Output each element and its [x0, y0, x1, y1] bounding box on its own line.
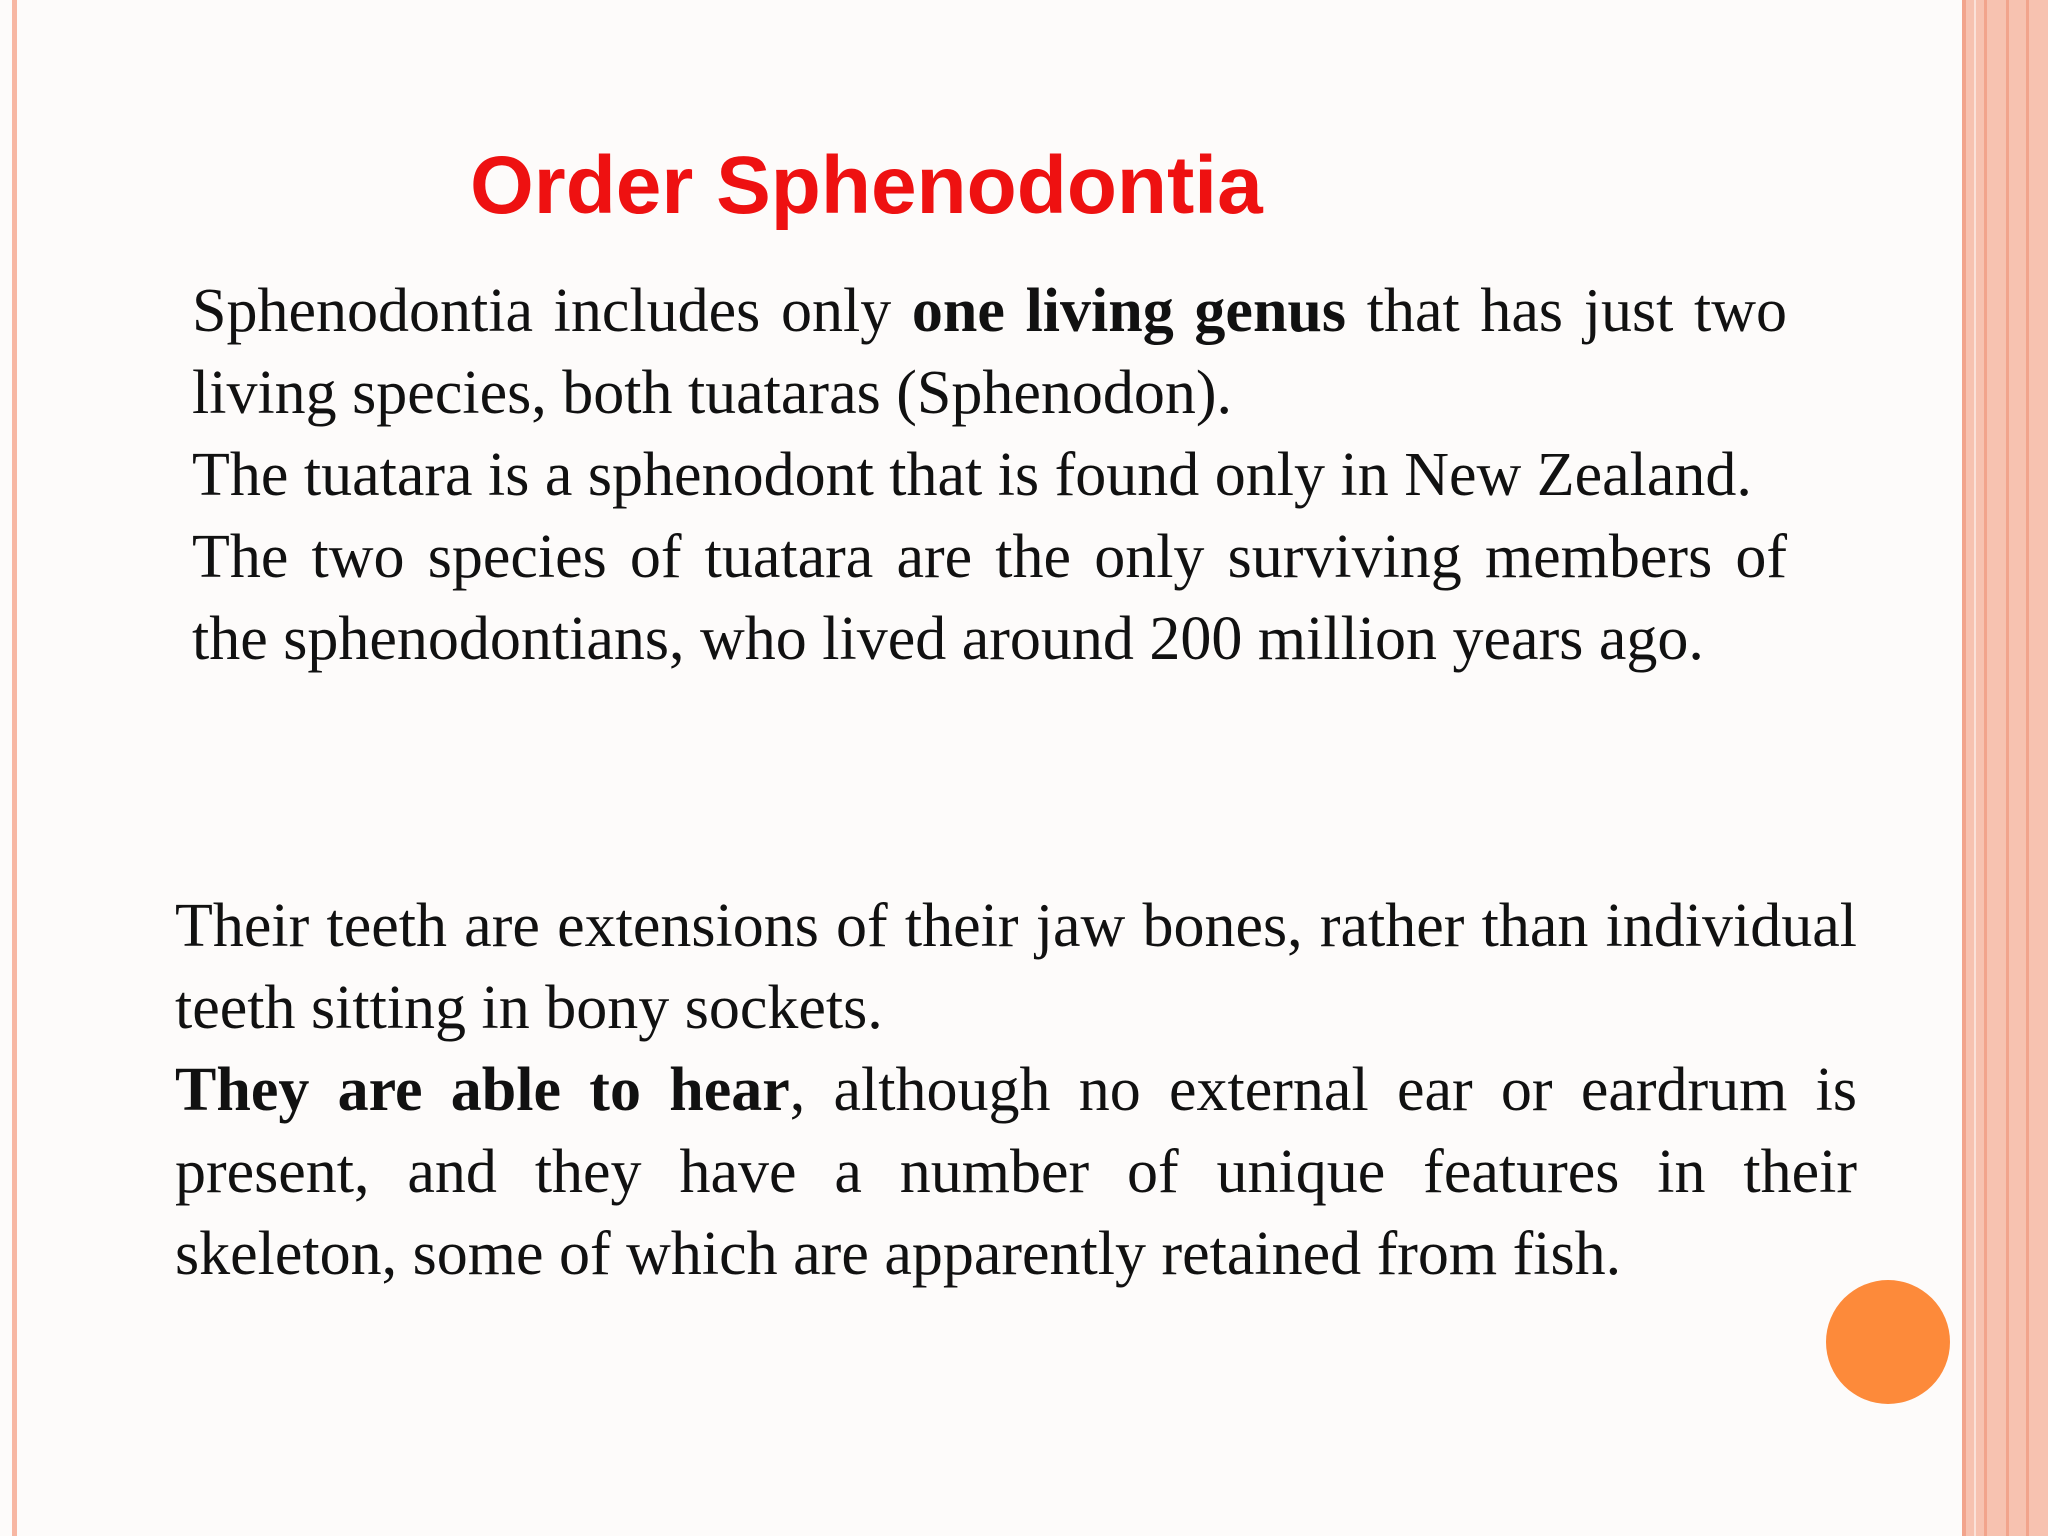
right-border-line: [1984, 0, 1987, 1536]
left-border-stripe: [12, 0, 17, 1536]
paragraph-hearing: [175, 1049, 1857, 1295]
paragraph-teeth: Their teeth are extensions of their jaw bones, rather than individual teeth sitting in bony sockets.: [175, 892, 1857, 1042]
paragraph-genus: [192, 270, 1787, 434]
slide-title: Order Sphenodontia: [470, 140, 1263, 231]
text: , although no external ear or eardrum is present, and they have a number of unique features in their skeleton, some of which are apparently retained from fish.: [175, 1056, 1857, 1288]
body-text-block-2: [175, 885, 1857, 1295]
right-border-line: [2026, 0, 2029, 1536]
right-border-line: [1962, 0, 1966, 1536]
paragraph-surviving-members: The two species of tuatara are the only surviving members of the sphenodontians, who lived around 200 million years ago.: [192, 523, 1787, 673]
text: Sphenodontia includes only: [192, 277, 912, 345]
right-border-line: [2006, 0, 2009, 1536]
right-border-line: [1974, 0, 1976, 1536]
text: that has just two living species, both tuataras (Sphenodon).: [192, 277, 1787, 427]
orange-circle-decoration: [1826, 1280, 1950, 1404]
bold-text: They are able to hear: [175, 1056, 790, 1124]
body-text-block-1: [192, 270, 1787, 680]
paragraph-new-zealand: The tuatara is a sphenodont that is found only in New Zealand.: [192, 441, 1752, 509]
bold-text: one living genus: [911, 277, 1347, 345]
